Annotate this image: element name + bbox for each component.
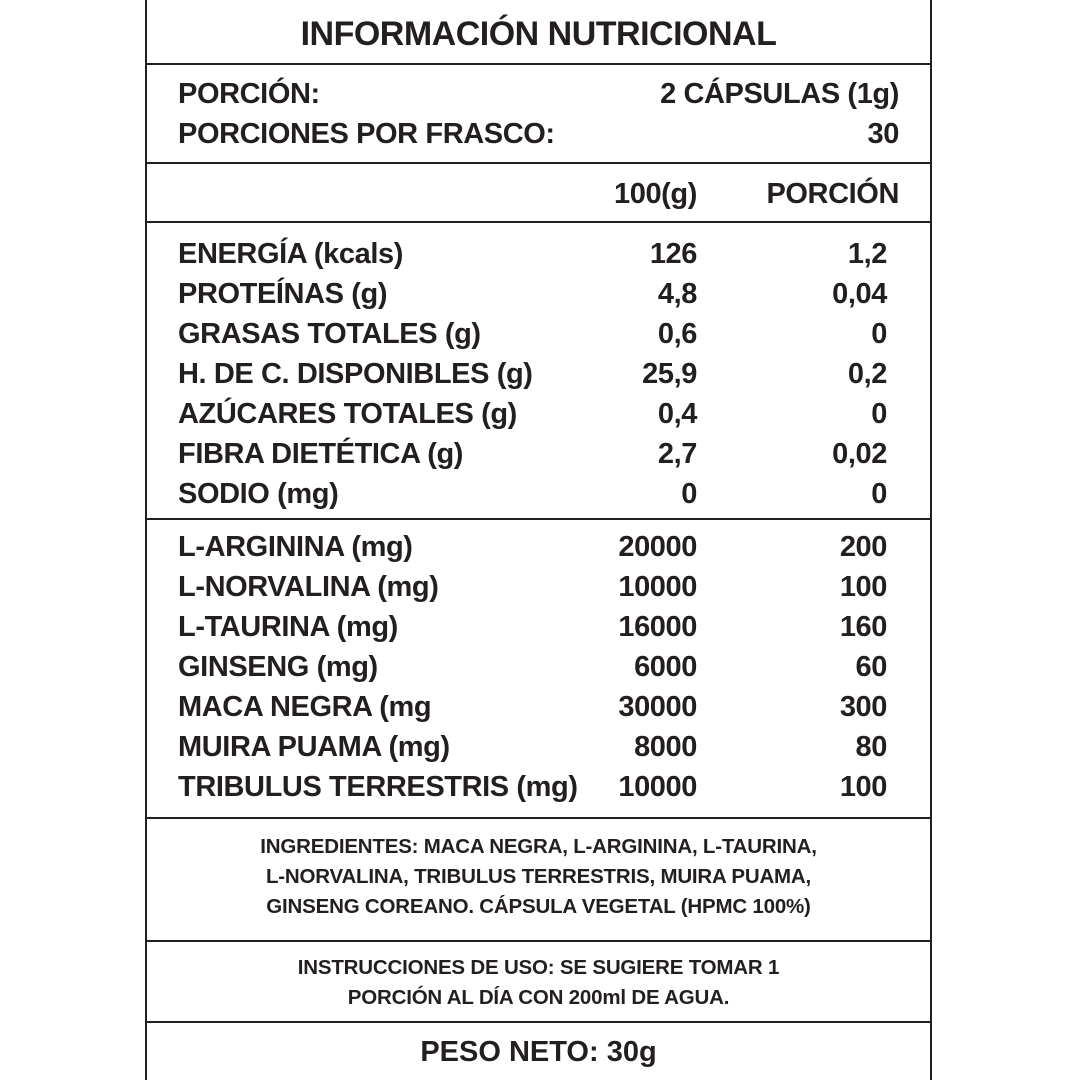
servings-per-bottle-value: 30 bbox=[867, 118, 899, 150]
active-per100: 10000 bbox=[618, 571, 697, 603]
nutrition-label bbox=[145, 0, 932, 1080]
active-name: GINSENG (mg) bbox=[178, 651, 378, 683]
nutrient-per100: 0 bbox=[681, 478, 697, 510]
nutrient-per100: 4,8 bbox=[657, 278, 697, 310]
divider bbox=[147, 940, 930, 942]
nutrient-portion: 0 bbox=[871, 478, 887, 510]
active-portion: 100 bbox=[839, 771, 887, 803]
nutrient-portion: 0,02 bbox=[832, 438, 887, 470]
active-name: L-TAURINA (mg) bbox=[178, 611, 398, 643]
active-per100: 6000 bbox=[634, 651, 697, 683]
nutrient-per100: 0,6 bbox=[657, 318, 697, 350]
column-header-per100: 100(g) bbox=[613, 178, 697, 210]
divider bbox=[147, 518, 930, 520]
nutrient-per100: 2,7 bbox=[657, 438, 697, 470]
active-per100: 20000 bbox=[618, 531, 697, 563]
nutrient-portion: 0,2 bbox=[847, 358, 887, 390]
ingredients-line: L-NORVALINA, TRIBULUS TERRESTRIS, MUIRA PUAMA, bbox=[265, 865, 812, 888]
nutrient-name: H. DE C. DISPONIBLES (g) bbox=[178, 358, 533, 390]
active-name: TRIBULUS TERRESTRIS (mg) bbox=[178, 771, 578, 803]
nutrient-name: FIBRA DIETÉTICA (g) bbox=[178, 438, 464, 470]
divider bbox=[147, 1021, 930, 1023]
nutrient-portion: 0 bbox=[871, 318, 887, 350]
nutrient-portion: 0 bbox=[871, 398, 887, 430]
portion-value: 2 CÁPSULAS (1g) bbox=[660, 78, 899, 110]
nutrient-name: PROTEÍNAS (g) bbox=[178, 278, 388, 310]
active-name: L-ARGININA (mg) bbox=[178, 531, 413, 563]
active-portion: 300 bbox=[839, 691, 887, 723]
nutrient-per100: 0,4 bbox=[657, 398, 697, 430]
divider bbox=[147, 162, 930, 164]
active-name: MUIRA PUAMA (mg) bbox=[178, 731, 450, 763]
net-weight: PESO NETO: 30g bbox=[420, 1036, 657, 1068]
nutrient-name: AZÚCARES TOTALES (g) bbox=[178, 398, 517, 430]
ingredients-block bbox=[147, 832, 930, 922]
label-title: INFORMACIÓN NUTRICIONAL bbox=[300, 15, 777, 53]
divider bbox=[147, 63, 930, 65]
active-portion: 200 bbox=[839, 531, 887, 563]
nutrient-per100: 126 bbox=[649, 238, 697, 270]
active-per100: 8000 bbox=[634, 731, 697, 763]
nutrient-per100: 25,9 bbox=[642, 358, 697, 390]
nutrient-portion: 0,04 bbox=[832, 278, 887, 310]
active-per100: 30000 bbox=[618, 691, 697, 723]
active-name: L-NORVALINA (mg) bbox=[178, 571, 439, 603]
nutrient-name: ENERGÍA (kcals) bbox=[178, 238, 403, 270]
instructions-block bbox=[147, 953, 930, 1013]
nutrient-name: SODIO (mg) bbox=[178, 478, 339, 510]
column-header-portion: PORCIÓN bbox=[766, 178, 899, 210]
active-per100: 10000 bbox=[618, 771, 697, 803]
active-portion: 80 bbox=[855, 731, 887, 763]
instructions-line: INSTRUCCIONES DE USO: SE SUGIERE TOMAR 1 bbox=[297, 956, 780, 979]
ingredients-line: GINSENG COREANO. CÁPSULA VEGETAL (HPMC 100%) bbox=[266, 895, 811, 918]
active-per100: 16000 bbox=[618, 611, 697, 643]
nutrient-name: GRASAS TOTALES (g) bbox=[178, 318, 481, 350]
active-portion: 160 bbox=[839, 611, 887, 643]
instructions-line: PORCIÓN AL DÍA CON 200ml DE AGUA. bbox=[347, 986, 730, 1009]
active-portion: 60 bbox=[855, 651, 887, 683]
active-portion: 100 bbox=[839, 571, 887, 603]
servings-per-bottle-label: PORCIONES POR FRASCO: bbox=[178, 118, 555, 150]
portion-label: PORCIÓN: bbox=[178, 78, 320, 110]
divider bbox=[147, 221, 930, 223]
active-name: MACA NEGRA (mg bbox=[178, 691, 432, 723]
nutrient-portion: 1,2 bbox=[847, 238, 887, 270]
divider bbox=[147, 817, 930, 819]
ingredients-line: INGREDIENTES: MACA NEGRA, L-ARGININA, L-TAURINA, bbox=[260, 835, 817, 858]
